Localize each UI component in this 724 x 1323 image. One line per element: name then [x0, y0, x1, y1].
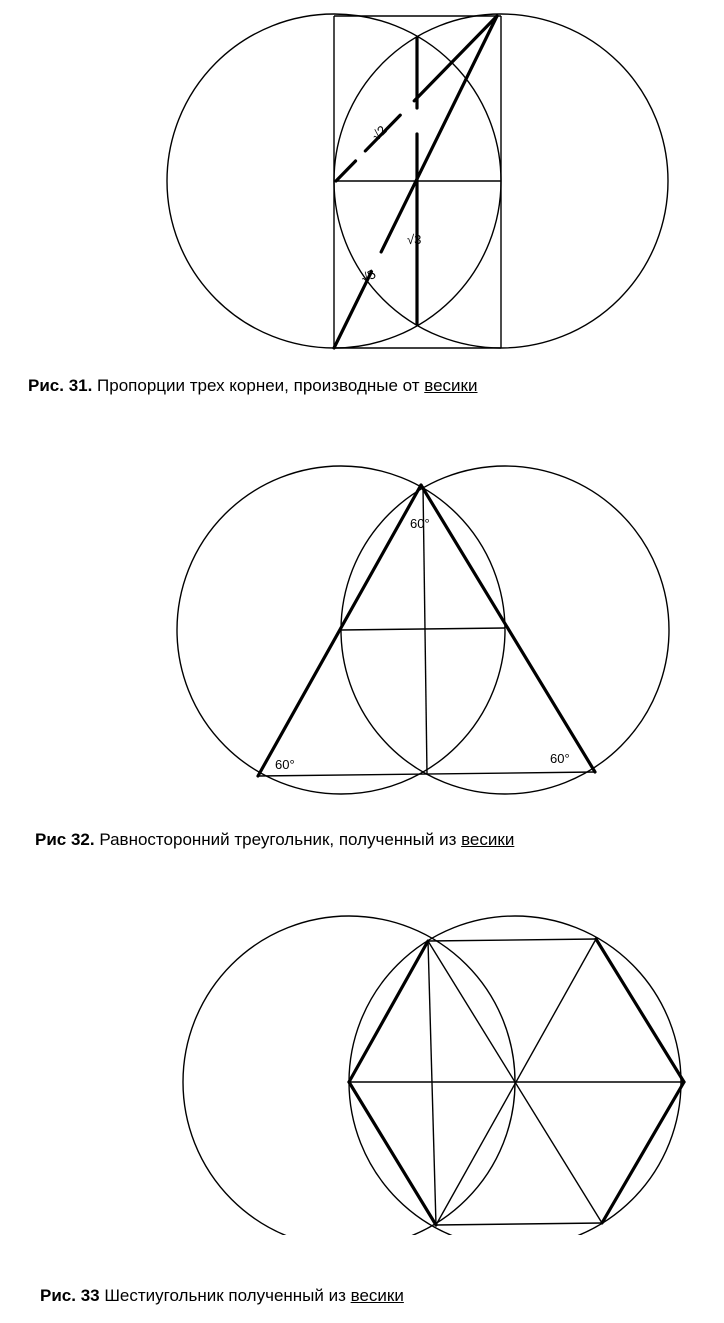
caption-keyword: весики — [424, 376, 478, 395]
hexagon-top-edge — [428, 939, 596, 941]
hexagon-edge-bottom-left — [349, 1082, 436, 1225]
vesica-roots-diagram — [0, 0, 724, 360]
figure-31-caption — [28, 376, 477, 396]
sqrt5-label: √5 — [358, 266, 379, 287]
top-angle-label: 60° — [410, 516, 430, 531]
left-angle-label: 60° — [275, 757, 295, 772]
figure-31 — [0, 0, 724, 360]
sqrt3-label: √3 — [407, 232, 422, 247]
right-angle-label: 60° — [550, 751, 570, 766]
hexagon-edge-top-right — [596, 939, 684, 1082]
figure-33-caption — [40, 1286, 404, 1306]
equilateral-triangle-diagram — [0, 460, 724, 805]
hexagon-diagram — [0, 905, 724, 1235]
triangle-left-side — [258, 485, 421, 776]
hexagon-bottom-edge — [436, 1223, 602, 1225]
hexagon-edge-bottom-right — [602, 1082, 684, 1223]
caption-text: Шестиугольник полученный из — [99, 1286, 351, 1305]
figure-33 — [0, 905, 724, 1235]
caption-number: Рис. 33 — [40, 1286, 100, 1305]
caption-text: Равносторонний треугольник, полученный из — [94, 830, 462, 849]
caption-keyword: весики — [461, 830, 515, 849]
figure-32 — [0, 460, 724, 805]
caption-text: Пропорции трех корнеи, производные от — [92, 376, 425, 395]
caption-number: Рис 32. — [35, 830, 95, 849]
caption-keyword: весики — [350, 1286, 404, 1305]
midline — [341, 628, 505, 630]
figure-32-caption — [35, 830, 514, 850]
caption-number: Рис. 31. — [28, 376, 93, 395]
hexagon-edge-top-left — [349, 941, 428, 1082]
sqrt2-label: √2 — [368, 122, 390, 144]
vertical-chord — [428, 941, 436, 1225]
